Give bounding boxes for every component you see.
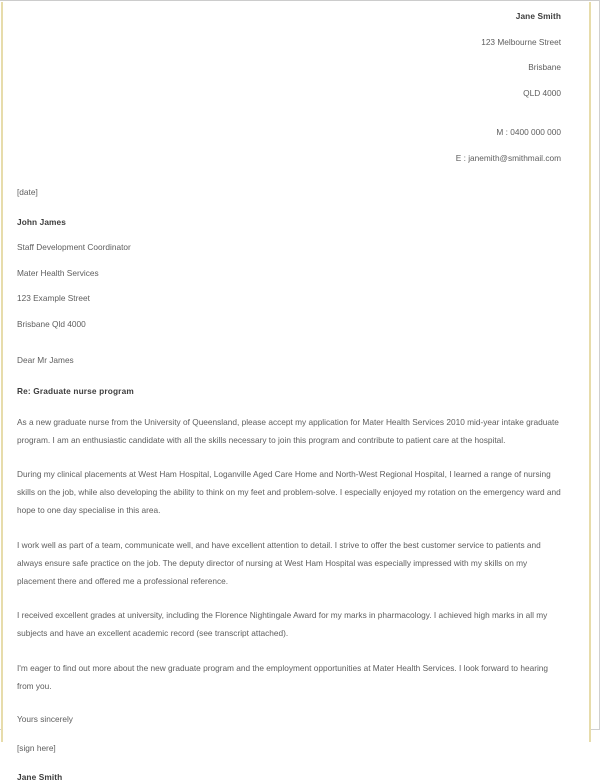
sender-name: Jane Smith [515, 11, 561, 21]
body-paragraph: I received excellent grades at university, including the Florence Nightingale Award for my marks in pharmacology. I achieved high marks in all my subjects and have an excellent academic record (see transcript attached). [17, 610, 548, 639]
signatory-name: Jane Smith [17, 771, 63, 782]
sender-city: Brisbane [528, 62, 561, 73]
letter-sheet [1, 2, 591, 782]
sender-mobile: M : 0400 000 000 [496, 127, 561, 138]
recipient-name: John James [17, 216, 66, 227]
signature-placeholder: [sign here] [17, 742, 56, 753]
salutation: Dear Mr James [17, 354, 74, 365]
body-paragraph: During my clinical placements at West Ham Hospital, Loganville Aged Care Home and North-West Regional Hospital, I learned a range of nursing skills on the job, while also developing the ability to think on my feet and problem-solve. I especially enjoyed my rotation on the emergency ward and hope to one day specialise in this area. [17, 469, 561, 516]
sender-street: 123 Melbourne Street [481, 36, 561, 47]
sender-block-spacer [17, 112, 561, 126]
recipient-job-title: Staff Development Coordinator [17, 242, 131, 253]
letter-body-paragraphs [17, 414, 569, 696]
sign-off: Yours sincerely [17, 713, 73, 724]
recipient-address-block [17, 216, 569, 330]
sender-state-postcode: QLD 4000 [523, 87, 561, 98]
body-paragraph: I work well as part of a team, communicate well, and have excellent attention to detail. I strive to offer the best customer service to patients and always ensure safe practice on the job. The deputy director of nursing at West Ham Hospital was especially impressed with my skills on my placement there and offered me a professional reference. [17, 539, 541, 586]
letter-date: [date] [17, 186, 38, 197]
letter-content [3, 2, 589, 783]
subject-line: Re: Graduate nurse program [17, 385, 134, 396]
sender-email: E : janemith@smithmail.com [455, 152, 561, 163]
closing-block [17, 713, 569, 783]
recipient-organisation: Mater Health Services [17, 267, 99, 278]
body-paragraph: As a new graduate nurse from the University of Queensland, please accept my application for Mater Health Services 2010 mid-year intake graduate program. I am an enthusiastic candidate with all the skills necessary to join this program and contribute to patient care at the hospital. [17, 416, 559, 445]
sender-address-block [17, 10, 569, 164]
recipient-city-state-postcode: Brisbane Qld 4000 [17, 318, 86, 329]
recipient-street: 123 Example Street [17, 293, 90, 304]
body-paragraph: I'm eager to find out more about the new graduate program and the employment opportunities at Mater Health Services. I look forward to hearing from you. [17, 663, 549, 691]
